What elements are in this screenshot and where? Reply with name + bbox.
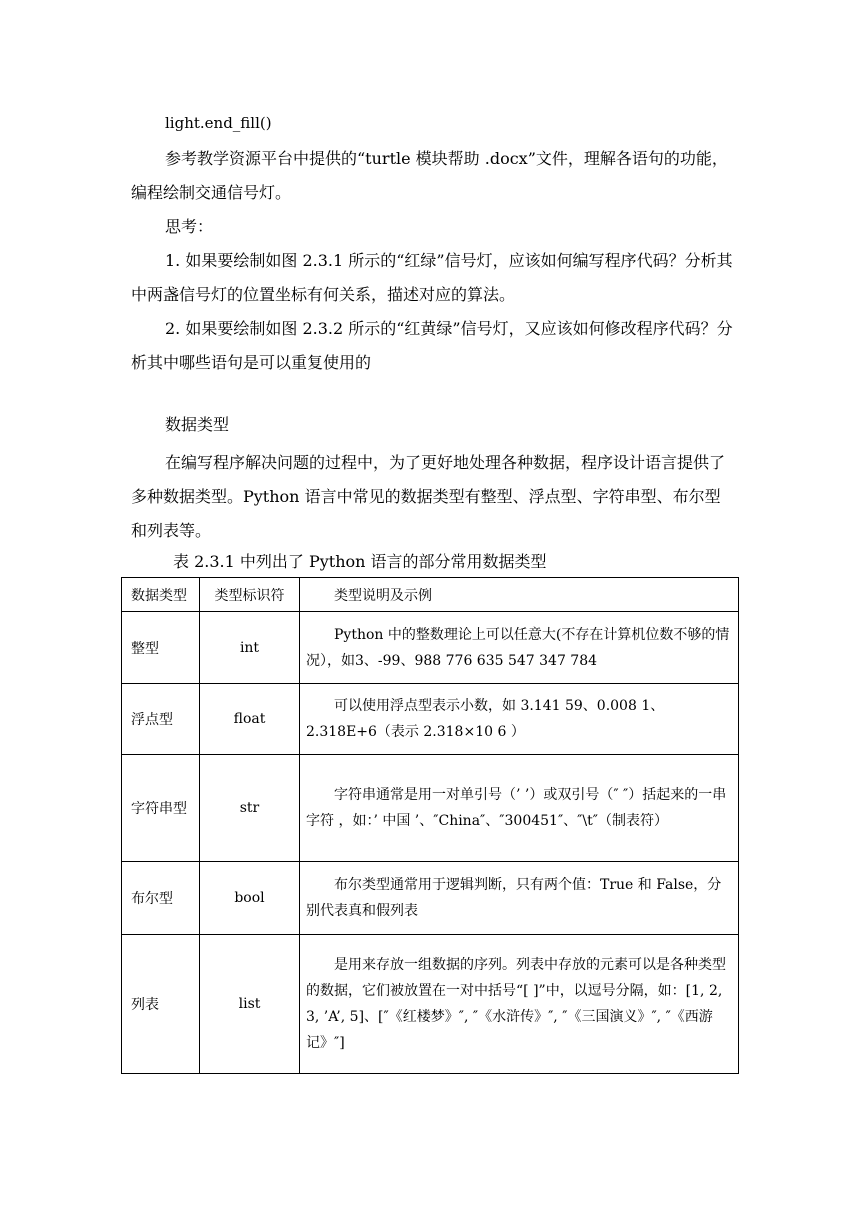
type-name-cell: 整型 — [122, 612, 200, 684]
type-name-cell: 浮点型 — [122, 684, 200, 755]
type-description-cell: 是用来存放一组数据的序列。列表中存放的元素可以是各种类型的数据，它们被放置在一对中括号“[ ]”中，以逗号分隔，如：[1, 2, 3, ’A’, 5]、[″《红楼梦》″, ″《水浒传》″, ″《三国演义》″, ″《西游记》″] — [300, 935, 739, 1074]
think-label: 思考： — [165, 217, 214, 236]
table-row — [122, 862, 739, 935]
question-1: 1. 如果要绘制如图 2.3.1 所示的“红绿”信号灯，应该如何编写程序代码？分析其中两盏信号灯的位置坐标有何关系，描述对应的算法。 — [131, 251, 733, 304]
type-description-cell: 字符串通常是用一对单引号（’ ’）或双引号（″ ″）括起来的一串字符 ，如：’ 中国 ’、″China″、″300451″、″\t″（制表符） — [300, 755, 739, 862]
table-row — [122, 935, 739, 1074]
table-row — [122, 612, 739, 684]
type-name-cell: 字符串型 — [122, 755, 200, 862]
table-row — [122, 684, 739, 755]
type-description-cell: 可以使用浮点型表示小数，如 3.141 59、0.008 1、2.318E+6（表示 2.318×10 6 ） — [300, 684, 739, 755]
data-types-table — [121, 577, 739, 1074]
type-identifier-cell: float — [200, 684, 300, 755]
table-header-row — [122, 578, 739, 612]
type-description-cell: 布尔类型通常用于逻辑判断，只有两个值：True 和 False，分别代表真和假列表 — [300, 862, 739, 935]
type-identifier-cell: str — [200, 755, 300, 862]
type-identifier-cell: int — [200, 612, 300, 684]
section-paragraph: 在编写程序解决问题的过程中，为了更好地处理各种数据，程序设计语言提供了多种数据类型。Python 语言中常见的数据类型有整型、浮点型、字符串型、布尔型和列表等。 — [131, 453, 726, 540]
code-line: light.end_fill() — [165, 114, 272, 132]
header-cell-description: 类型说明及示例 — [300, 578, 739, 612]
header-cell-identifier: 类型标识符 — [200, 578, 300, 612]
section-title: 数据类型 — [165, 415, 230, 434]
type-name-cell: 布尔型 — [122, 862, 200, 935]
type-identifier-cell: list — [200, 935, 300, 1074]
intro-paragraph: 参考教学资源平台中提供的“turtle 模块帮助 .docx”文件，理解各语句的功能，编程绘制交通信号灯。 — [131, 149, 728, 202]
question-2: 2. 如果要绘制如图 2.3.2 所示的“红黄绿”信号灯，又应该如何修改程序代码？分析其中哪些语句是可以重复使用的 — [131, 319, 733, 372]
type-identifier-cell: bool — [200, 862, 300, 935]
header-cell-type: 数据类型 — [122, 578, 200, 612]
table-caption: 表 2.3.1 中列出了 Python 语言的部分常用数据类型 — [173, 552, 547, 571]
type-name-cell: 列表 — [122, 935, 200, 1074]
type-description-cell: Python 中的整数理论上可以任意大(不存在计算机位数不够的情况），如3、-99、988 776 635 547 347 784 — [300, 612, 739, 684]
table-row — [122, 755, 739, 862]
